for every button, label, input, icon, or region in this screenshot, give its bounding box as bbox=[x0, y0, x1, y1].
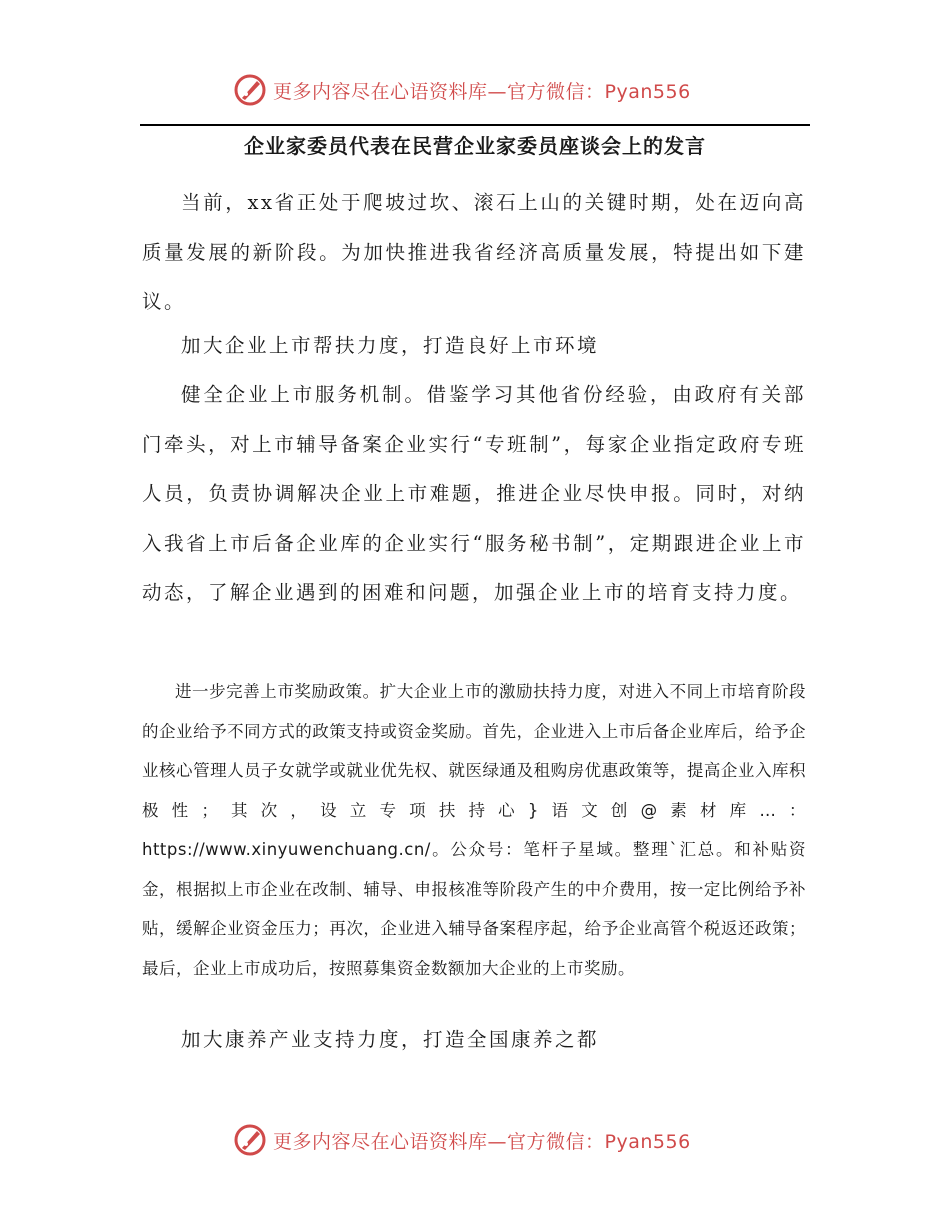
pen-logo-icon bbox=[233, 73, 267, 107]
footer-banner-text: 更多内容尽在心语资料库—官方微信：Pyan556 bbox=[273, 1130, 691, 1153]
header-rule bbox=[140, 124, 810, 126]
paragraph-listing-rewards: 进一步完善上市奖励政策。扩大企业上市的激励扶持力度，对进入不同上市培育阶段的企业给予不同方式的政策支持或资金奖励。首先，企业进入上市后备企业库后，给予企业核心管理人员子女就学或就业优先权、就医绿通及租购房优惠政策等，提高企业入库积极性；其次，设立专项扶持心}语文创@素材库…：https://www.xinyuwenchuang.cn/。公众号：笔杆子星域。整理`汇总。和补贴资金，根据拟上市企业在改制、辅导、申报核准等阶段产生的中介费用，按一定比例给予补贴，缓解企业资金压力；再次，企业进入辅导备案程序起，给予企业高管个税返还政策；最后，企业上市成功后，按照募集资金数额加大企业的上市奖励。 bbox=[142, 682, 806, 978]
header-banner-text: 更多内容尽在心语资料库—官方微信：Pyan556 bbox=[273, 80, 691, 103]
section-heading-listing: 加大企业上市帮扶力度，打造良好上市环境 bbox=[181, 334, 600, 357]
footer-banner bbox=[233, 1120, 691, 1160]
paragraph-listing-service: 健全企业上市服务机制。借鉴学习其他省份经验，由政府有关部门牵头，对上市辅导备案企业实行“专班制”，每家企业指定政府专班人员，负责协调解决企业上市难题，推进企业尽快申报。同时，对纳入我省上市后备企业库的企业实行“服务秘书制”，定期跟进企业上市动态，了解企业遇到的困难和问题，加强企业上市的培育支持力度。 bbox=[142, 383, 806, 604]
header-banner bbox=[233, 70, 691, 110]
pen-logo-icon bbox=[233, 1123, 267, 1157]
document-title: 企业家委员代表在民营企业家委员座谈会上的发言 bbox=[244, 134, 706, 158]
paragraph-intro: 当前，xx省正处于爬坡过坎、滚石上山的关键时期，处在迈向高质量发展的新阶段。为加快推进我省经济高质量发展，特提出如下建议。 bbox=[142, 191, 806, 313]
section-heading-health: 加大康养产业支持力度，打造全国康养之都 bbox=[181, 1028, 600, 1051]
